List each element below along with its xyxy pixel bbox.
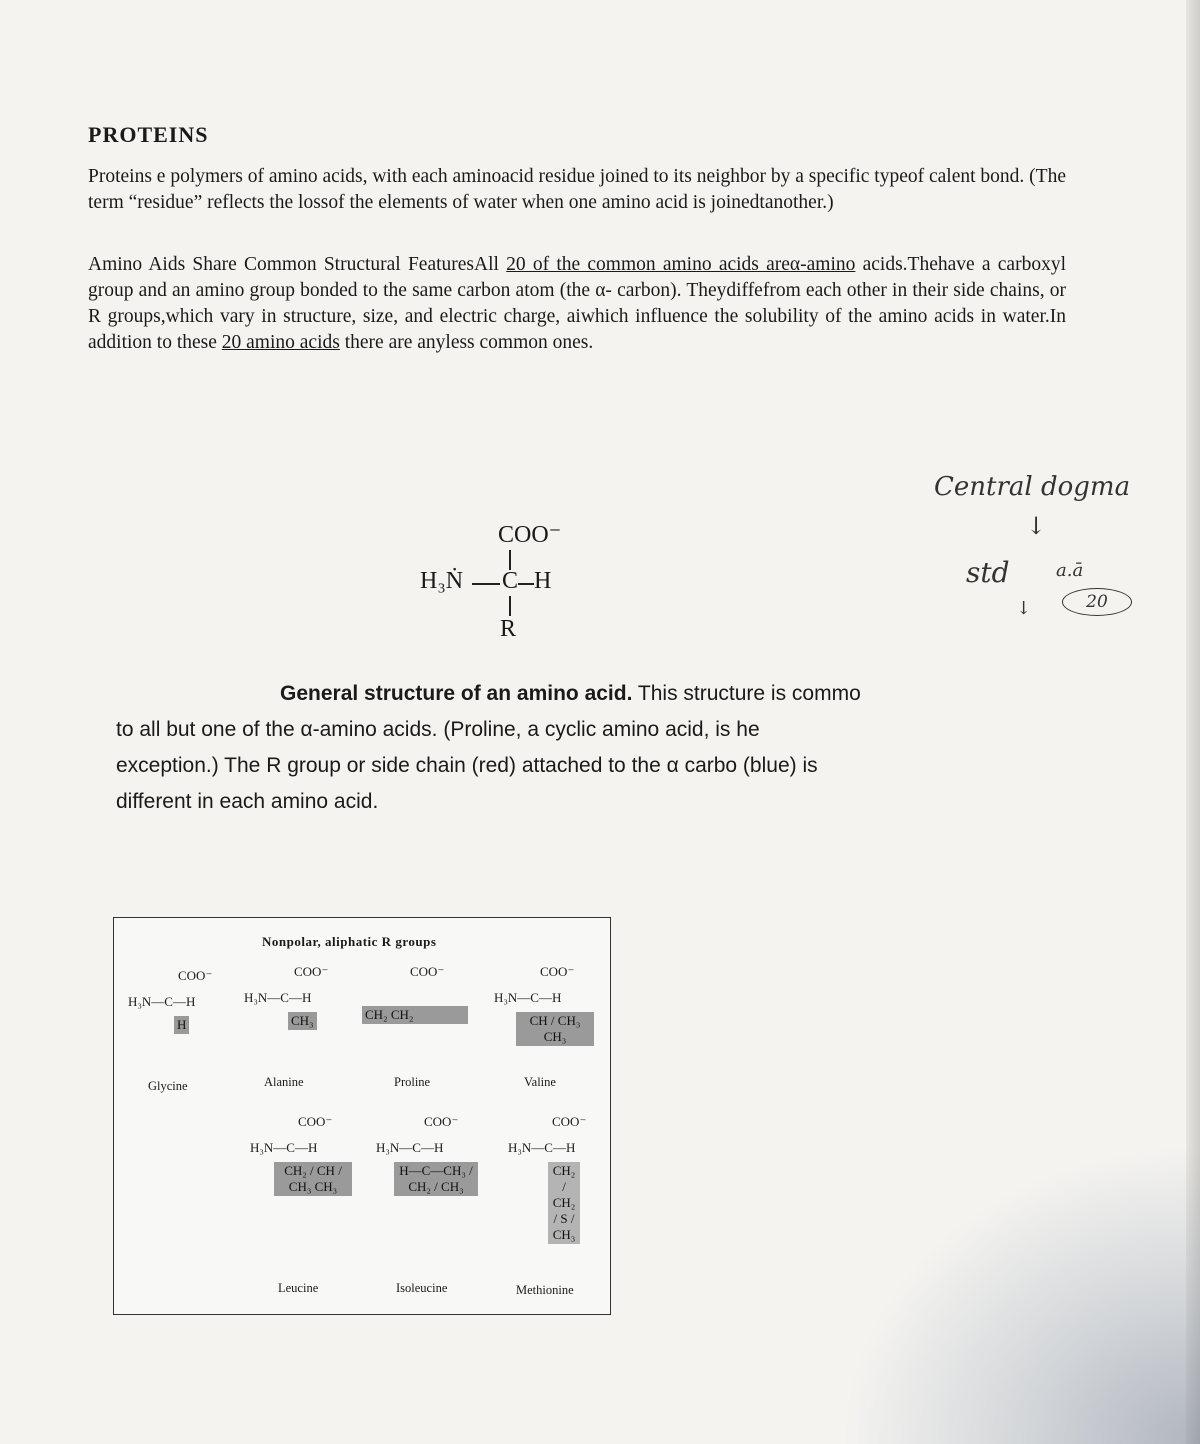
- scan-shadow: [840, 1144, 1200, 1444]
- handwritten-note-count: 20: [1062, 588, 1132, 616]
- formula-amino: H₃Ṅ: [420, 568, 464, 594]
- formula-alpha-carbon: C: [502, 568, 519, 594]
- para2-part-e: there are anyless common ones.: [339, 332, 594, 353]
- amino-acid-name: Glycine: [148, 1079, 188, 1093]
- amino-acid-name: Valine: [524, 1075, 556, 1089]
- formula-r-group: R: [500, 616, 517, 642]
- backbone-label: H₃N—C—H: [128, 994, 196, 1009]
- bond-line: [509, 596, 511, 616]
- carboxyl-label: COO⁻: [178, 968, 213, 983]
- amino-acid-name: Isoleucine: [396, 1281, 448, 1295]
- bond-line: [472, 583, 500, 585]
- proline-ring: [362, 1006, 472, 1024]
- structure-isoleucine: [376, 1114, 486, 1295]
- handwritten-note-aa: a.ā: [1056, 560, 1084, 581]
- side-chain: CH₂ / CH₂ / S / CH₃: [548, 1162, 580, 1244]
- bond-line: [518, 583, 534, 585]
- amino-acid-name: Proline: [394, 1075, 431, 1089]
- structure-proline: [362, 964, 472, 1089]
- amino-acid-name: Methionine: [516, 1283, 574, 1297]
- para2-underlined-2: 20 amino acids: [221, 332, 340, 353]
- para2-underlined-1: 20 of the common amino acids areα-amino: [506, 254, 856, 275]
- handwritten-arrow-icon: ↓: [1016, 598, 1032, 619]
- formula-hydrogen: H: [534, 568, 552, 594]
- side-chain: H—C—CH₃ / CH₂ / CH₃: [394, 1162, 478, 1196]
- side-chain: CH₃: [288, 1012, 317, 1030]
- formula-carboxyl: COO⁻: [498, 522, 562, 548]
- carboxyl-label: COO⁻: [540, 964, 575, 979]
- side-chain: CH / CH₃ CH₃: [516, 1012, 594, 1046]
- handwritten-arrow-icon: ↓: [1026, 512, 1047, 540]
- structure-glycine: [128, 968, 228, 1093]
- side-chain: CH₂ / CH / CH₃ CH₃: [274, 1162, 352, 1196]
- para2-part-c: acids.Thehave a carboxyl group and an amino group bonded to the same carbon atom (the α- carbon). Theydiffefrom each other in their side chains, or R groups,which vary in structure, size, and electric charge, aiwhich influence the solubility of the amino acids in water.In addition to these: [88, 254, 1066, 353]
- general-structure-formula: [420, 520, 580, 650]
- page-title: PROTEINS: [88, 122, 209, 147]
- side-chain: CH₂ CH₂: [362, 1006, 468, 1024]
- caption-lead: General structure of an amino acid.: [280, 682, 633, 705]
- figure-title: Nonpolar, aliphatic R groups: [262, 934, 437, 949]
- amino-acid-name: Alanine: [264, 1075, 304, 1089]
- backbone-label: H₃N—C—H: [376, 1140, 444, 1155]
- amino-acid-figure: [113, 917, 611, 1315]
- carboxyl-label: COO⁻: [424, 1114, 459, 1129]
- figure-caption: [116, 676, 861, 820]
- structure-leucine: [250, 1114, 360, 1295]
- structure-methionine: [508, 1114, 608, 1297]
- bond-line: [509, 550, 511, 570]
- backbone-label: H₃N—C—H: [494, 990, 562, 1005]
- caption-text: This structure is commo to all but one of the α-amino acids. (Proline, a cyclic amino acid, is he exception.) The R group or side chain (red) attached to the α carbo (blue) is different in each amino acid.: [116, 682, 861, 813]
- carboxyl-label: COO⁻: [294, 964, 329, 979]
- backbone-label: H₃N—C—H: [508, 1140, 576, 1155]
- backbone-label: H₃N—C—H: [244, 990, 312, 1005]
- structure-valine: [494, 964, 604, 1089]
- para2-part-a: Amino Aids Share Common Structural FeaturesAll: [88, 254, 507, 275]
- backbone-label: H₃N—C—H: [250, 1140, 318, 1155]
- intro-paragraph: Proteins e polymers of amino acids, with each aminoacid residue joined to its neighbor by a specific typeof calent bond. (The term “residue” reflects the lossof the elements of water when one amino acid is joinedtanother.): [88, 166, 1066, 213]
- handwritten-note-central-dogma: Central dogma: [934, 472, 1131, 502]
- carboxyl-label: COO⁻: [552, 1114, 587, 1129]
- side-chain: H: [174, 1016, 189, 1034]
- amino-acid-name: Leucine: [278, 1281, 319, 1295]
- handwritten-note-std: std: [966, 556, 1010, 589]
- structural-features-paragraph: [88, 252, 1066, 356]
- structure-alanine: [244, 964, 344, 1089]
- carboxyl-label: COO⁻: [410, 964, 445, 979]
- carboxyl-label: COO⁻: [298, 1114, 333, 1129]
